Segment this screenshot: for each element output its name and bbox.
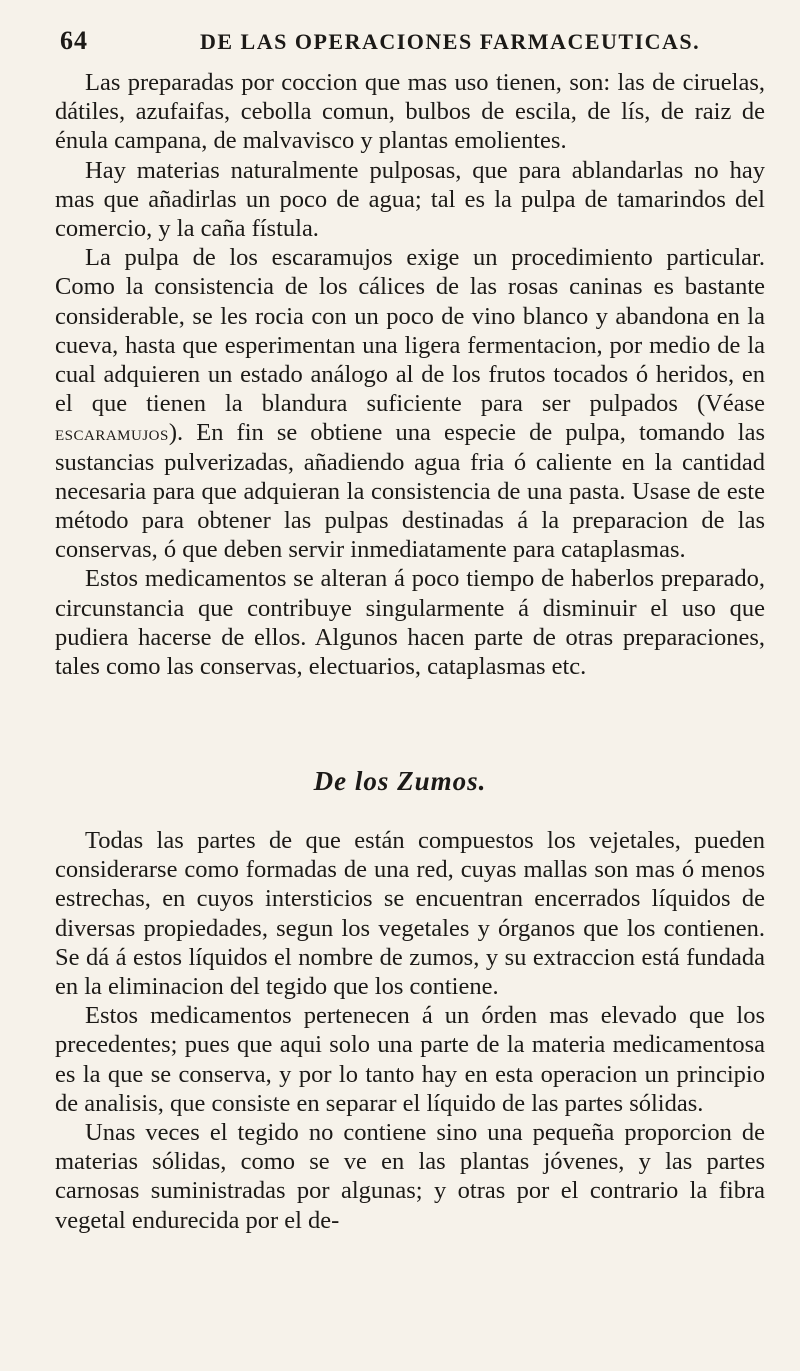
cross-reference: escaramujos bbox=[55, 420, 169, 446]
text-block-pulpas bbox=[55, 68, 765, 681]
running-title: DE LAS OPERACIONES FARMACEUTICAS. bbox=[200, 29, 701, 54]
paragraph: Estos medicamentos se alteran á poco tiempo de haberlos preparado, circunstancia que contribuye singularmente á disminuir el uso que pudiera hacerse de ellos. Algunos hacen parte de otras preparaciones, tales como las conservas, electuarios, cataplasmas etc. bbox=[55, 565, 765, 681]
section-heading: De los Zumos. bbox=[313, 766, 487, 796]
paragraph: Unas veces el tegido no contiene sino una pequeña proporcion de materias sólidas, como se ve en las plantas jóvenes, y las partes carnosas suministradas por algunas; y otras por el contrario la fibra vegetal endurecida por el de- bbox=[55, 1119, 765, 1234]
page-number: 64 bbox=[60, 26, 88, 55]
paragraph: Estos medicamentos pertenecen á un órden mas elevado que los precedentes; pues que aqui solo una parte de la materia medicamentosa es la que se conserva, y por lo tanto hay en esta operacion un principio de analisis, que consiste en separar el líquido de las partes sólidas. bbox=[55, 1002, 765, 1117]
paragraph-text: ). En fin se obtiene una especie de pulpa, tomando las sustancias pulverizadas, añadiendo agua fria ó caliente en la cantidad necesaria para que adquieran la consistencia de una pasta. Usase de este método para obtener las pulpas destinadas á la preparacion de las conservas, ó que deben servir inmediatamente para cataplasmas. bbox=[55, 419, 765, 564]
paragraph: Las preparadas por coccion que mas uso tienen, son: las de ciruelas, dátiles, azufaifas, cebolla comun, bulbos de escila, de lís, de raiz de énula campana, de malvavisco y plantas emolientes. bbox=[55, 69, 765, 155]
paragraph: Hay materias naturalmente pulposas, que para ablandarlas no hay mas que añadirlas un poco de agua; tal es la pulpa de tamarindos del comercio, y la caña fístula. bbox=[55, 156, 765, 243]
text-block-zumos bbox=[55, 826, 765, 1235]
running-head bbox=[60, 26, 756, 60]
paragraph: Todas las partes de que están compuestos los vejetales, pueden considerarse como formadas de una red, cuyas mallas son mas ó menos estrechas, en cuyos intersticios se encuentran encerrados líquidos de diversas propiedades, segun los vegetales y órganos que los contienen. Se dá á estos líquidos el nombre de zumos, y su extraccion está fundada en la eliminacion del tegido que los contiene. bbox=[55, 827, 765, 1001]
paragraph-text: La pulpa de los escaramujos exige un procedimiento particular. Como la consistencia de los cálices de las rosas caninas es bastante considerable, se les rocia con un poco de vino blanco y abandona en la cueva, hasta que esperimentan una ligera fermentacion, por medio de la cual adquieren un estado análogo al de los frutos tocados ó heridos, en el que tienen la blandura suficiente para ser pulpados (Véase bbox=[55, 244, 765, 418]
paragraph-escaramujos bbox=[55, 243, 765, 564]
